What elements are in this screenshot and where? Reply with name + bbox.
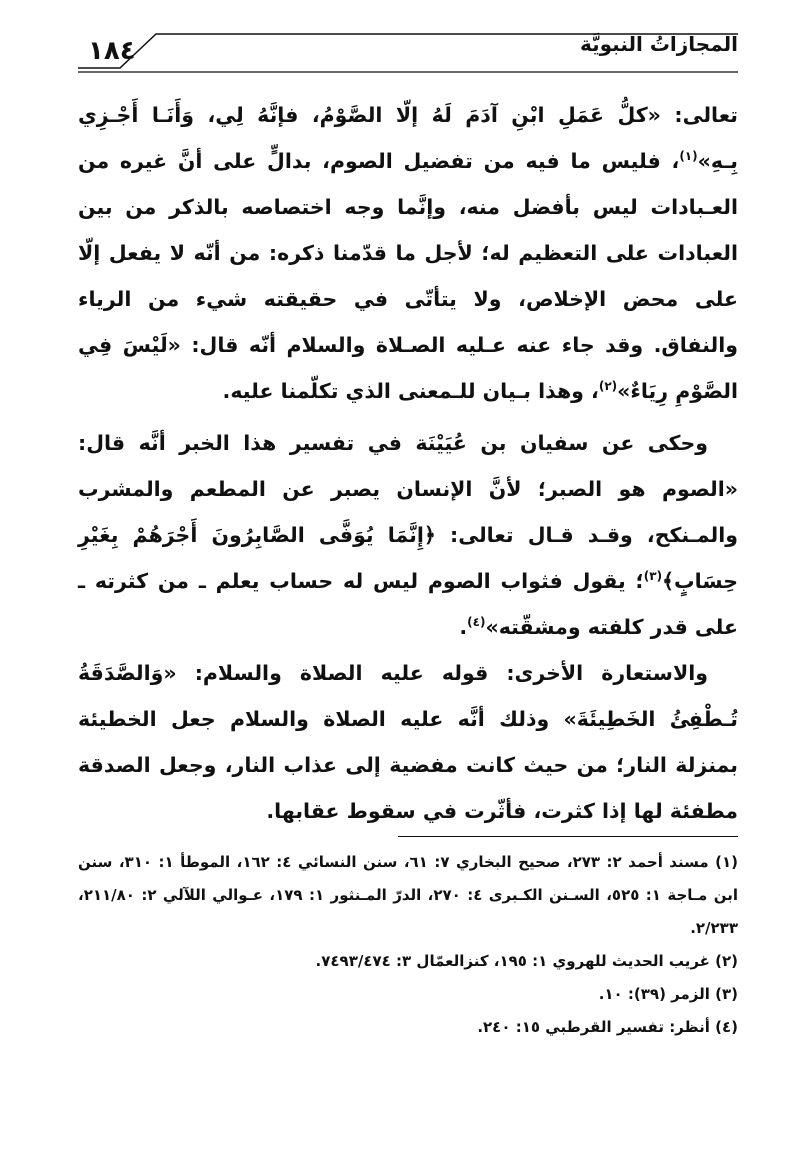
page-number: ١٨٤: [88, 36, 136, 66]
footnote-1: (١) مسند أحمد ٢: ٢٧٣، صحيح البخاري ٧: ٦١، سنن النسائي ٤: ١٦٢، الموطأ ١: ٣١٠، سنن ابن مـاجة ١: ٥٢٥، السـنن الكـبرى ٤: ٢٧٠، الدرّ المـنثور ١: ١٧٩، عـوالي اللآلي ٢: ٢١١/٨٠، ٢/٢٣٣.: [78, 853, 738, 937]
footnote-ref-2: (٢): [598, 379, 618, 394]
paragraph-2: وحكى عن سفيان بن عُيَيْنَة في تفسير هذا الخبر أنَّه قال: «الصوم هو الصبر؛ لأنَّ الإنسان يصبر عن المطعم والمشرب والمـنكح، وقـد قـال تعالى: ﴿إِنَّمَا يُوَفَّى الصَّابِرُونَ أَجْرَهُمْ بِغَيْرِ حِسَابٍ﴾$^{(٣)}$؛ يقول فثواب الصوم ليس له حساب يعلم ـ من كثرته ـ على قدر كلفته ومشقّته»$^{(٤)}$.: [78, 431, 738, 639]
footnote-3: (٣) الزمر (٣٩): ١٠.: [598, 985, 738, 1003]
footnote-ref-4: (٤): [467, 615, 486, 630]
footnotes: [78, 846, 738, 1044]
paragraph-1: تعالى: «كلُّ عَمَلِ ابْنِ آدَمَ لَهُ إلّا الصَّوْمُ، فإنَّهُ لِي، وَأَنَـا أَجْـزِي بِـهِ»$^{(١)}$، فليس ما فيه من تفضيل الصوم، بدالٍّ على أنَّ غيره من العـبادات ليس بأفضل منه، وإنَّما وجه اختصاصه بالذكر من بين العبادات على التعظيم له؛ لأجل ما قدّمنا ذكره: من أنّه لا يفعل إلّا على محض الإخلاص، ولا يتأتّى في حقيقته شيء من الرياء والنفاق. وقد جاء عنه عـليه الصـلاة والسلام أنّه قال: «لَيْسَ فِي الصَّوْمِ رِيَاءٌ»$^{(٢)}$، وهذا بـيان للـمعنى الذي تكلّمنا عليه.: [78, 103, 738, 403]
footnote-2: (٢) غريب الحديث للهروي ١: ١٩٥، كنزالعمّال ٣: ٧٤٩٣/٤٧٤.: [315, 952, 738, 970]
book-title: المجازاتُ النبويَّة: [580, 32, 738, 56]
footnote-separator: [398, 836, 738, 837]
running-header: [78, 30, 738, 74]
paragraph-3: والاستعارة الأخرى: قوله عليه الصلاة والسلام: «وَالصَّدَقَةُ تُـطْفِئُ الخَطِيئَةَ» وذلك أنَّه عليه الصلاة والسلام جعل الخطيئة بمنزلة النار؛ من حيث كانت مفضية إلى عذاب النار، وجعل الصدقة مطفئة لها إذا كثرت، فأثّرت في سقوط عقابها.: [78, 661, 738, 823]
footnote-4: (٤) أنظر: تفسير القرطبي ١٥: ٢٤٠.: [477, 1018, 738, 1036]
footnote-ref-1: (١): [679, 149, 698, 164]
main-text: [78, 92, 738, 834]
footnote-ref-3: (٣): [643, 569, 663, 584]
